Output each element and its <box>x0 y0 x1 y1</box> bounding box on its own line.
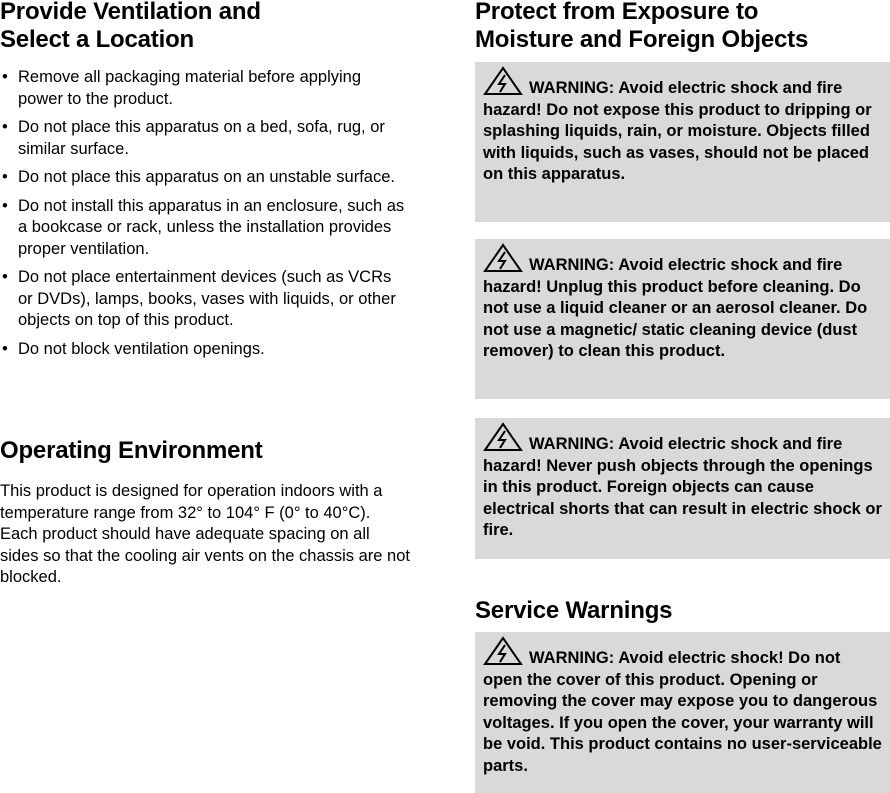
warning-box-foreign-objects <box>475 418 890 559</box>
service-warnings-heading: Service Warnings <box>475 597 673 624</box>
warning-box-service <box>475 632 890 793</box>
warning-box-cleaning <box>475 239 890 399</box>
bullet-item: • Do not place this apparatus on a bed, sofa, rug, or similar surface. <box>0 117 410 160</box>
ventilation-bullet-list <box>0 67 410 367</box>
warning-text: WARNING: Avoid electric shock! Do not open the cover of this product. Opening or removing the cover may expose you to dangerous voltages. If you open the cover, your warranty will be void. This product contains no user-serviceable parts. <box>483 649 882 775</box>
operating-environment-text: This product is designed for operation indoors with a temperature range from 32° to 104° F (0° to 40°C). Each product should have adequate spacing on all sides so that the cooling air vents on the chassis are not blocked. <box>0 482 410 586</box>
electric-shock-warning-icon <box>483 66 523 96</box>
warning-text: WARNING: Avoid electric shock and fire hazard! Never push objects through the openings in this product. Foreign objects can cause electrical shorts that can result in electric shock or fire. <box>483 435 882 539</box>
electric-shock-warning-icon <box>483 636 523 666</box>
bullet-item: • Do not install this apparatus in an enclosure, such as a bookcase or rack, unless the installation provides proper ventilation. <box>0 196 410 261</box>
warning-box-moisture <box>475 62 890 222</box>
moisture-heading: Protect from Exposure to Moisture and Foreign Objects <box>475 0 809 53</box>
electric-shock-warning-icon <box>483 422 523 452</box>
warning-text: WARNING: Avoid electric shock and fire hazard! Do not expose this product to dripping or splashing liquids, rain, or moisture. Objects filled with liquids, such as vases, should not be placed on this apparatus. <box>483 79 872 183</box>
operating-environment-heading: Operating Environment <box>0 437 263 464</box>
bullet-item: • Do not place entertainment devices (such as VCRs or DVDs), lamps, books, vases with liquids, or other objects on top of this product. <box>0 267 410 332</box>
electric-shock-warning-icon <box>483 243 523 273</box>
bullet-item: • Remove all packaging material before applying power to the product. <box>0 67 410 110</box>
ventilation-heading: Provide Ventilation and Select a Location <box>0 0 261 53</box>
warning-text: WARNING: Avoid electric shock and fire hazard! Unplug this product before cleaning. Do not use a liquid cleaner or an aerosol cleaner. Do not use a magnetic/ static cleaning device (dust remover) to clean this product. <box>483 256 868 360</box>
bullet-item: • Do not place this apparatus on an unstable surface. <box>0 167 410 189</box>
bullet-item: • Do not block ventilation openings. <box>0 339 410 361</box>
